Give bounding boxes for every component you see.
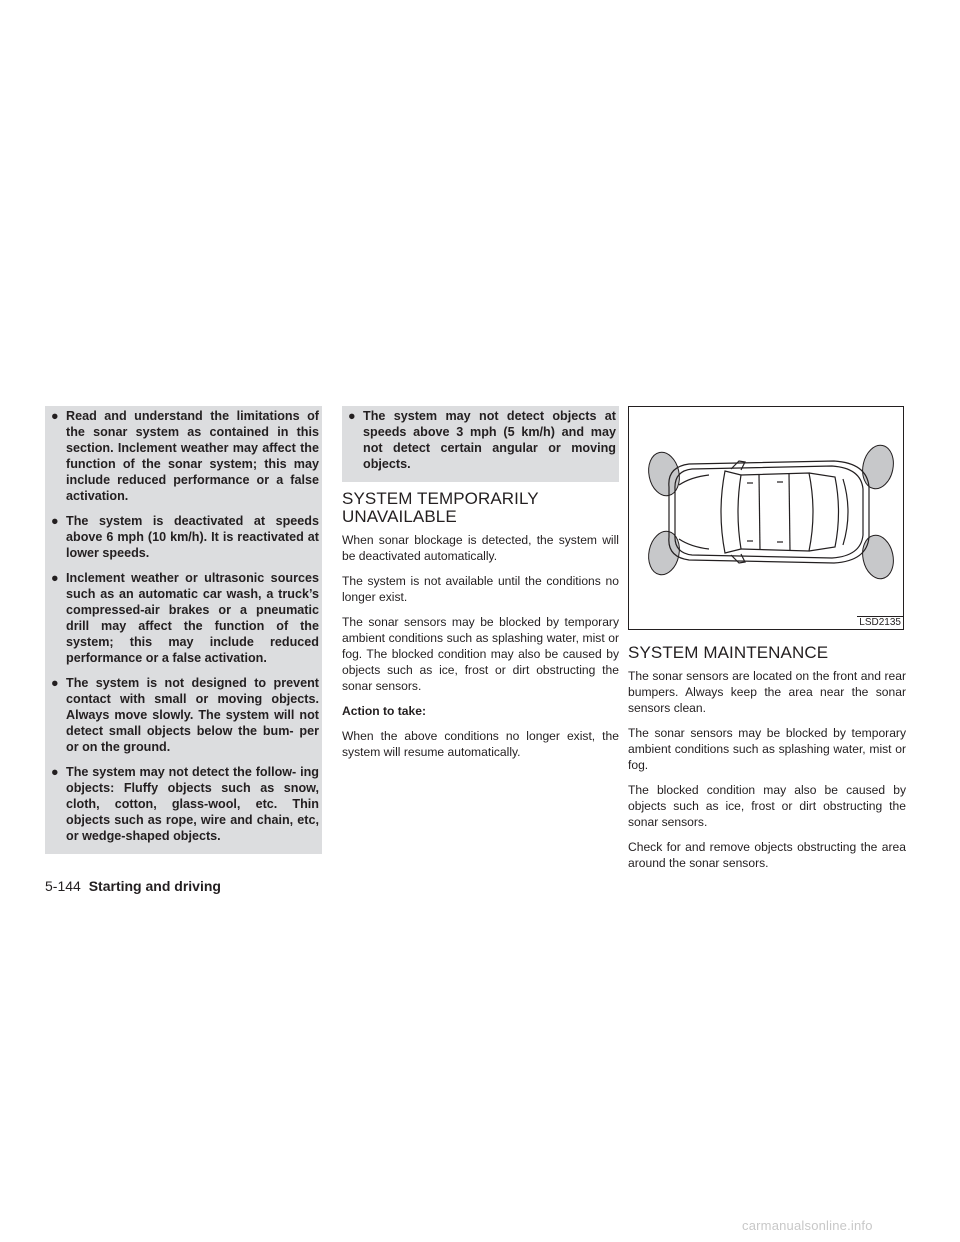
figure-label: LSD2135 (859, 617, 901, 628)
sensor-zone-front-right (645, 528, 683, 577)
bullet-dot: ● (51, 571, 59, 585)
content-column-middle (342, 406, 619, 769)
sensor-zone-rear-left (859, 532, 897, 581)
warning-bullet: ● The system is deactivated at speeds above 6 mph (10 km/h). It is reactivated at lower speeds. (51, 514, 319, 560)
paragraph: The system is not available until the conditions no longer exist. (342, 574, 619, 604)
sensor-zone-front-left (645, 449, 683, 498)
warning-bullet: ● The system is not designed to prevent contact with small or moving objects. Always move slowly. The system will not detect small objects below the bum- per or on the ground. (51, 676, 319, 754)
section-heading-system-maintenance: SYSTEM MAINTENANCE (628, 643, 829, 662)
warning-bullet: ● The system may not detect objects at speeds above 3 mph (5 km/h) and may not detect certain angular or moving objects. (348, 409, 616, 471)
paragraph: The sonar sensors are located on the front and rear bumpers. Always keep the area near the sonar sensors clean. (628, 669, 906, 715)
bullet-dot: ● (51, 514, 59, 528)
bullet-dot: ● (51, 676, 59, 690)
paragraph: When sonar blockage is detected, the system will be deactivated automatically. (342, 533, 619, 563)
paragraph: The blocked condition may also be caused by objects such as ice, frost or dirt obstructing the sonar sensors. (628, 783, 906, 829)
content-column-right (628, 406, 906, 880)
watermark: carmanualsonline.info (742, 1218, 873, 1233)
car-outline (669, 461, 869, 563)
bullet-dot: ● (51, 409, 59, 423)
car-top-view-illustration (629, 407, 903, 629)
warning-column-left (45, 406, 322, 854)
warning-bullet: ● The system may not detect the follow- ing objects: Fluffy objects such as snow, cloth, cotton, glass-wool, etc. Thin objects such as rope, wire and chain, etc, or wedge-shaped objects. (51, 765, 319, 843)
page-footer (45, 877, 221, 895)
paragraph: When the above conditions no longer exist, the system will resume automatically. (342, 729, 619, 759)
sensor-zone-rear-right (859, 442, 897, 491)
section-heading-system-temporarily-unavailable: SYSTEM TEMPORARILY UNAVAILABLE (342, 489, 539, 526)
page-number: 5-144 (45, 878, 81, 894)
paragraph: The sonar sensors may be blocked by temporary ambient conditions such as splashing water, mist or fog. (628, 726, 906, 772)
warning-box-middle (342, 406, 619, 482)
warning-bullet: ● Inclement weather or ultrasonic sources such as an automatic car wash, a truck’s compressed-air brakes or a pneumatic drill may affect the function of the system; this may include reduced performance or a false activation. (51, 571, 319, 665)
bullet-dot: ● (348, 409, 356, 423)
action-label: Action to take: (342, 704, 426, 718)
bullet-dot: ● (51, 765, 59, 779)
paragraph: The sonar sensors may be blocked by temporary ambient conditions such as splashing water, mist or fog. The blocked condition may also be caused by objects such as ice, frost or dirt obstructing the sonar sensors. (342, 615, 619, 693)
section-title: Starting and driving (88, 878, 221, 894)
warning-box-left (45, 406, 322, 854)
sonar-sensor-figure (628, 406, 904, 630)
warning-bullet: ● Read and understand the limitations of the sonar system as contained in this section. Inclement weather may affect the function of the sonar system; this may include reduced performance or a false activation. (51, 409, 319, 503)
paragraph: Check for and remove objects obstructing the area around the sonar sensors. (628, 840, 906, 870)
